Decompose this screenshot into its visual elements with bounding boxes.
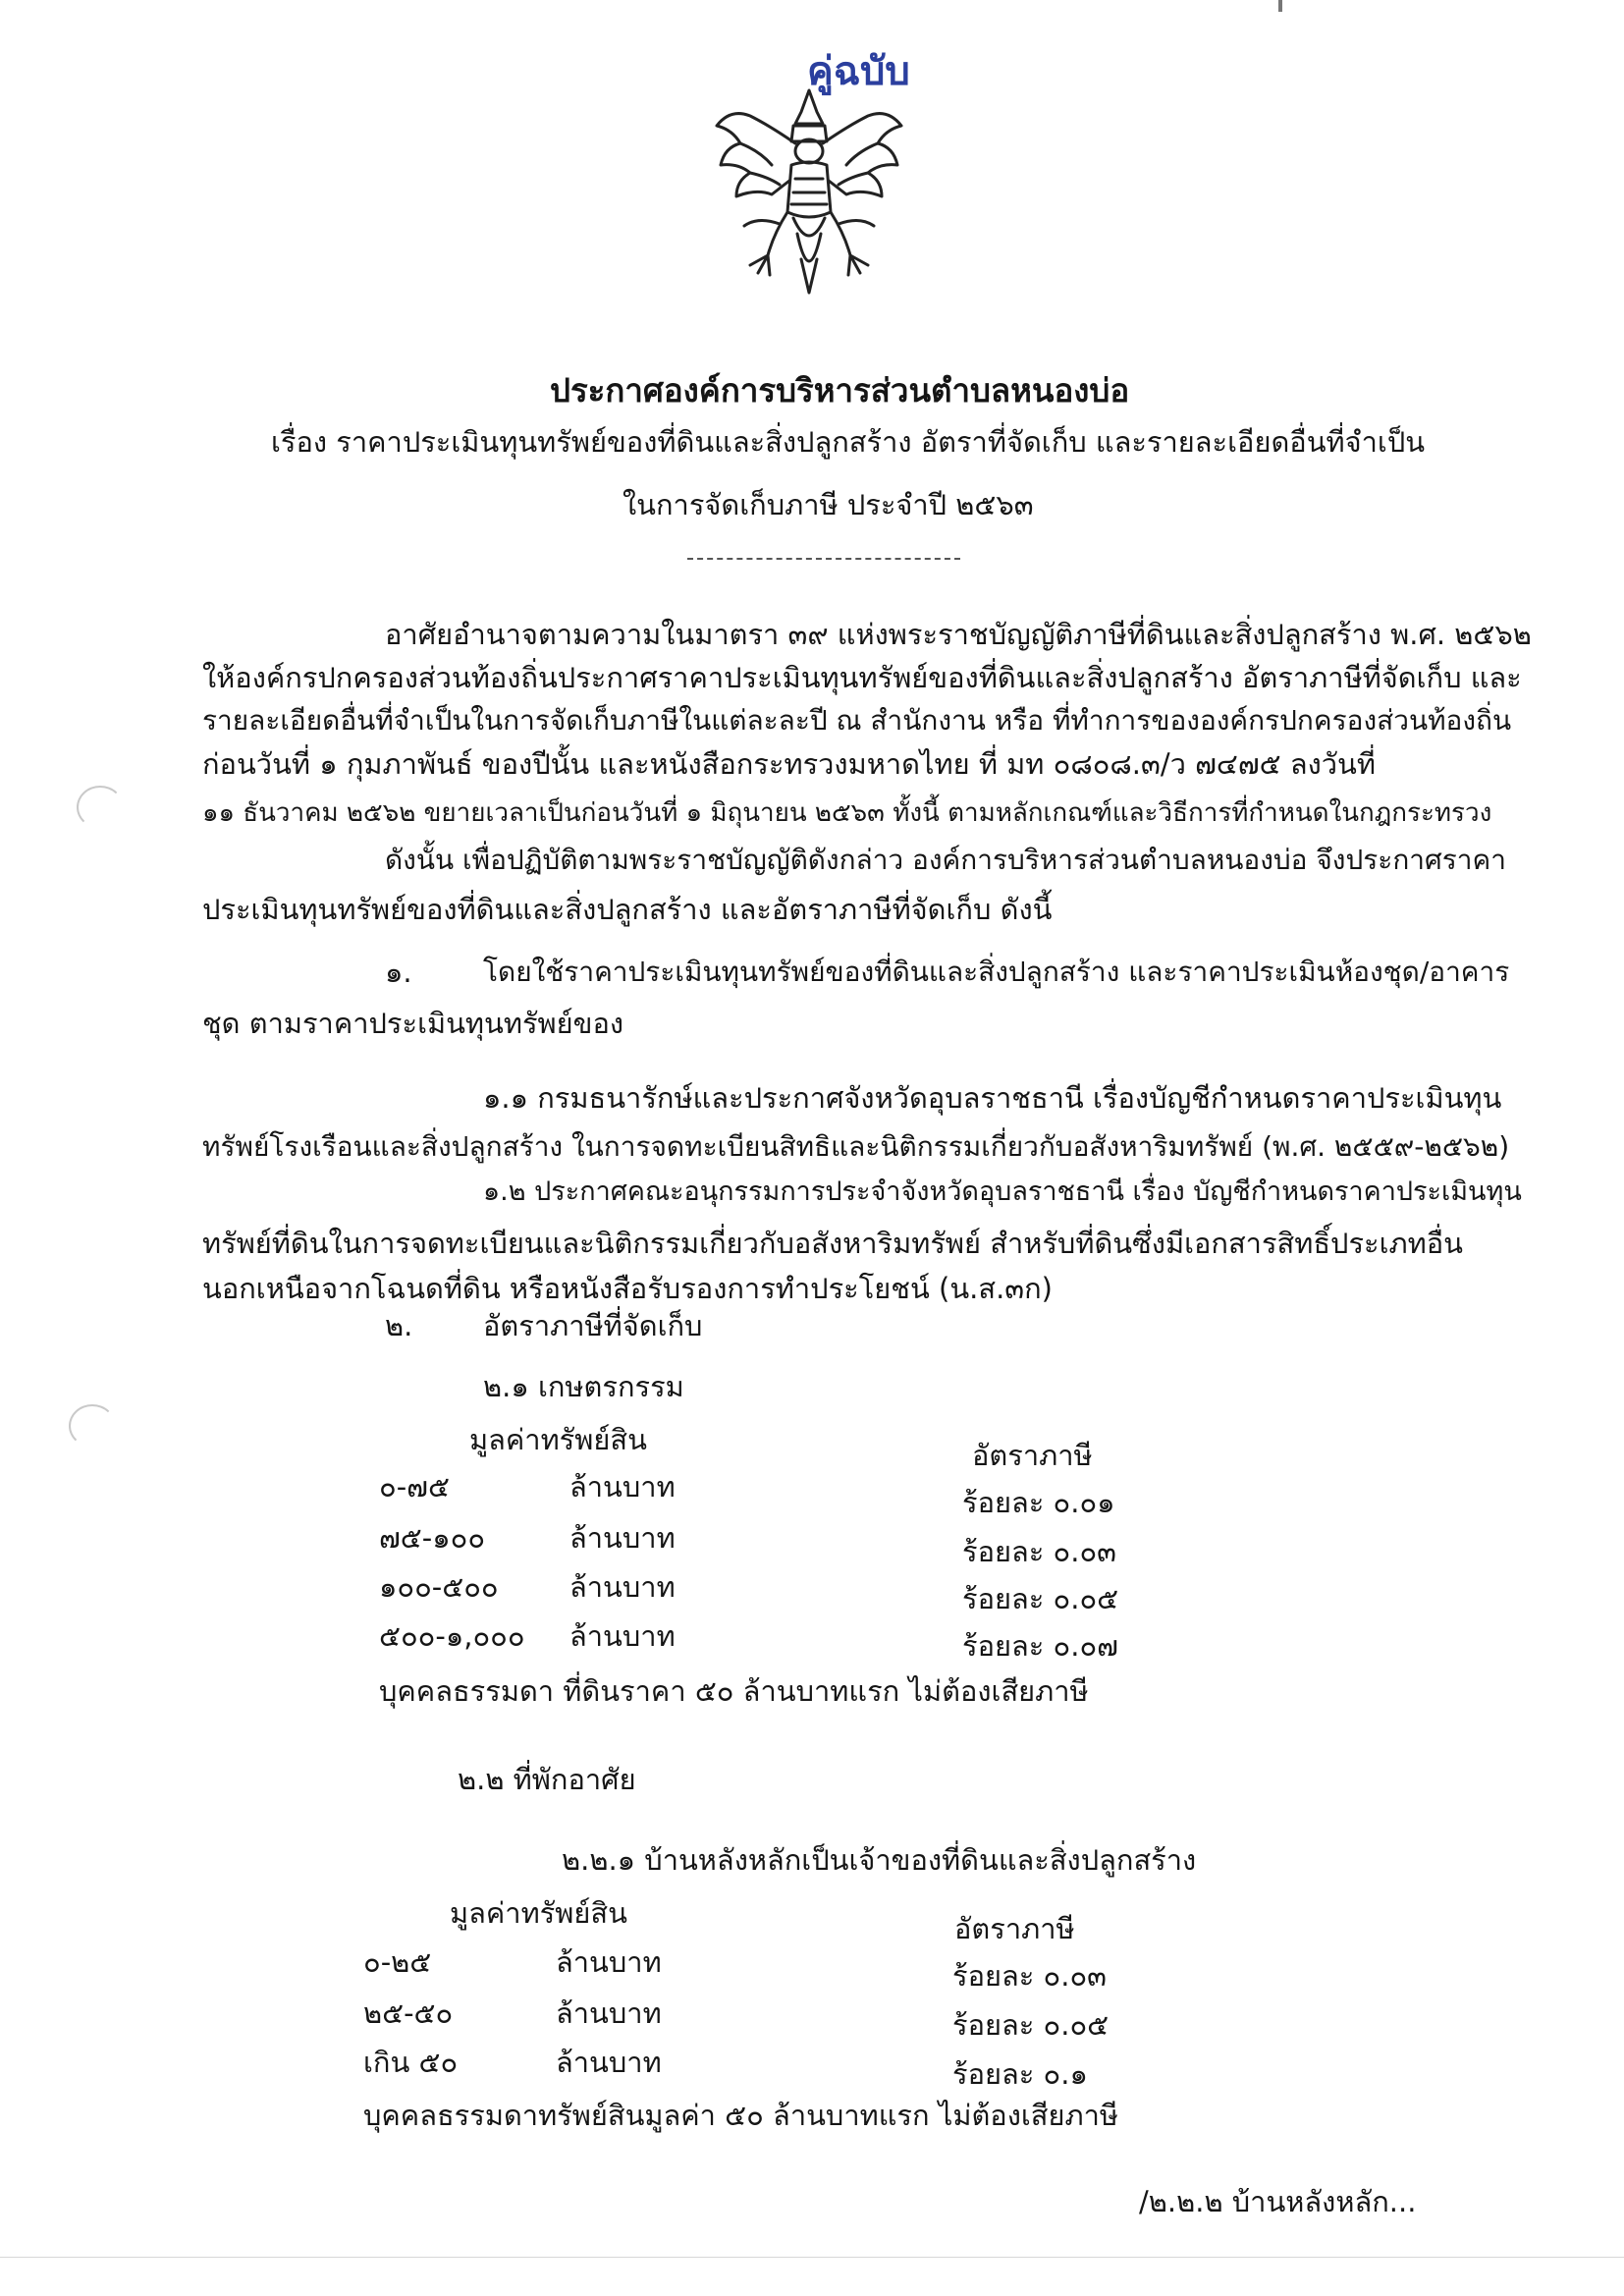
residential-row-unit: ล้านบาท	[556, 1945, 662, 1979]
notice-title: ประกาศองค์การบริหารส่วนตำบลหนองบ่อ	[550, 371, 1130, 410]
residential-row-range: เกิน ๕๐	[363, 2046, 459, 2079]
copy-stamp: คู่ฉบับ	[807, 49, 910, 94]
agri-note: บุคคลธรรมดา ที่ดินราคา ๕๐ ล้านบาทแรก ไม่ต้องเสียภาษี	[379, 1674, 1089, 1708]
residential-row-unit: ล้านบาท	[556, 1996, 662, 2030]
residential-row-range: ๒๕-๕๐	[363, 1996, 454, 2030]
residential-row-rate: ร้อยละ ๐.๐๕	[952, 2008, 1110, 2042]
residential-col-rate: อัตราภาษี	[954, 1912, 1075, 1945]
residential-col-value: มูลค่าทรัพย์สิน	[450, 1896, 627, 1930]
item-1-line: โดยใช้ราคาประเมินทุนทรัพย์ของที่ดินและสิ่งปลูกสร้าง และราคาประเมินห้องชุด/อาคาร	[483, 956, 1510, 988]
notice-subject-line-1: เรื่อง ราคาประเมินทุนทรัพย์ของที่ดินและสิ่งปลูกสร้าง อัตราที่จัดเก็บ และรายละเอียดอื่นที่จำเป็น	[271, 425, 1426, 459]
agri-row-rate: ร้อยละ ๐.๐๑	[962, 1486, 1115, 1519]
preamble-line: รายละเอียดอื่นที่จำเป็นในการจัดเก็บภาษีในแต่ละละปี ณ สำนักงาน หรือ ที่ทำการขององค์กรปกครองส่วนท้องถิ่น	[202, 704, 1512, 737]
page-bottom-rule	[0, 2257, 1624, 2258]
agri-row-range: ๐-๗๕	[379, 1470, 450, 1503]
agri-col-rate: อัตราภาษี	[972, 1439, 1093, 1472]
therefore-line: ดังนั้น เพื่อปฏิบัติตามพระราชบัญญัติดังกล่าว องค์การบริหารส่วนตำบลหนองบ่อ จึงประกาศราคา	[385, 844, 1506, 876]
scan-mark	[1278, 0, 1282, 12]
item-2-heading: อัตราภาษีที่จัดเก็บ	[483, 1309, 703, 1342]
residential-row-range: ๐-๒๕	[363, 1945, 432, 1979]
preamble-line: ก่อนวันที่ ๑ กุมภาพันธ์ ของปีนั้น และหนังสือกระทรวงมหาดไทย ที่ มท ๐๘๐๘.๓/ว ๗๔๗๕ ลงวันที่	[202, 747, 1376, 781]
item-1-number: ๑.	[385, 956, 412, 989]
residential-heading: ๒.๒ ที่พักอาศัย	[458, 1763, 636, 1796]
agri-row-range: ๗๕-๑๐๐	[379, 1521, 486, 1555]
preamble-line: อาศัยอำนาจตามความในมาตรา ๓๙ แห่งพระราชบัญญัติภาษีที่ดินและสิ่งปลูกสร้าง พ.ศ. ๒๕๖๒	[385, 618, 1532, 651]
continuation-marker: /๒.๒.๒ บ้านหลังหลัก...	[1139, 2185, 1417, 2218]
item-1-2-line: ๑.๒ ประกาศคณะอนุกรรมการประจำจังหวัดอุบลราชธานี เรื่อง บัญชีกำหนดราคาประเมินทุน	[483, 1176, 1522, 1207]
agri-row-unit: ล้านบาท	[569, 1619, 676, 1653]
residential-sub-heading: ๒.๒.๑ บ้านหลังหลักเป็นเจ้าของที่ดินและสิ่งปลูกสร้าง	[562, 1843, 1197, 1877]
preamble-line: ๑๑ ธันวาคม ๒๕๖๒ ขยายเวลาเป็นก่อนวันที่ ๑ มิถุนายน ๒๕๖๓ ทั้งนี้ ตามหลักเกณฑ์และวิธีการที่กำหนดในกฎกระทรวง	[202, 798, 1492, 828]
residential-note: บุคคลธรรมดาทรัพย์สินมูลค่า ๕๐ ล้านบาทแรก ไม่ต้องเสียภาษี	[363, 2099, 1119, 2132]
preamble-line: ให้องค์กรปกครองส่วนท้องถิ่นประกาศราคาประเมินทุนทรัพย์ของที่ดินและสิ่งปลูกสร้าง อัตราภาษีที่จัดเก็บ และ	[202, 661, 1522, 694]
item-1-line: ชุด ตามราคาประเมินทุนทรัพย์ของ	[202, 1007, 624, 1040]
therefore-line: ประเมินทุนทรัพย์ของที่ดินและสิ่งปลูกสร้าง และอัตราภาษีที่จัดเก็บ ดังนี้	[202, 893, 1053, 926]
agri-row-rate: ร้อยละ ๐.๐๕	[962, 1582, 1119, 1615]
notice-subject-line-2: ในการจัดเก็บภาษี ประจำปี ๒๕๖๓	[623, 488, 1034, 521]
punch-hole-mark	[69, 1404, 116, 1448]
agri-row-unit: ล้านบาท	[569, 1470, 676, 1503]
agri-col-value: มูลค่าทรัพย์สิน	[469, 1423, 647, 1456]
residential-row-unit: ล้านบาท	[556, 2046, 662, 2079]
agri-row-range: ๕๐๐-๑,๐๐๐	[379, 1619, 525, 1653]
item-2-number: ๒.	[385, 1309, 413, 1342]
garuda-emblem-icon	[711, 86, 907, 298]
title-divider	[687, 558, 960, 560]
agri-row-unit: ล้านบาท	[569, 1570, 676, 1604]
agri-row-range: ๑๐๐-๕๐๐	[379, 1570, 499, 1604]
residential-row-rate: ร้อยละ ๐.๑	[952, 2057, 1088, 2091]
punch-hole-mark	[77, 786, 124, 829]
agri-row-rate: ร้อยละ ๐.๐๗	[962, 1629, 1118, 1663]
item-1-1-line: ทรัพย์โรงเรือนและสิ่งปลูกสร้าง ในการจดทะเบียนสิทธิและนิติกรรมเกี่ยวกับอสังหาริมทรัพย์ (พ.ศ. ๒๕๕๙-๒๕๖๒)	[202, 1130, 1510, 1163]
item-1-1-line: ๑.๑ กรมธนารักษ์และประกาศจังหวัดอุบลราชธานี เรื่องบัญชีกำหนดราคาประเมินทุน	[483, 1081, 1502, 1115]
residential-row-rate: ร้อยละ ๐.๐๓	[952, 1959, 1107, 1993]
agri-row-rate: ร้อยละ ๐.๐๓	[962, 1535, 1116, 1568]
agri-row-unit: ล้านบาท	[569, 1521, 676, 1555]
item-1-2-line: ทรัพย์ที่ดินในการจดทะเบียนและนิติกรรมเกี่ยวกับอสังหาริมทรัพย์ สำหรับที่ดินซึ่งมีเอกสารสิทธิ์ประเภทอื่น	[202, 1227, 1463, 1260]
agri-heading: ๒.๑ เกษตรกรรม	[483, 1370, 684, 1403]
item-1-2-line: นอกเหนือจากโฉนดที่ดิน หรือหนังสือรับรองการทำประโยชน์ (น.ส.๓ก)	[202, 1272, 1053, 1305]
